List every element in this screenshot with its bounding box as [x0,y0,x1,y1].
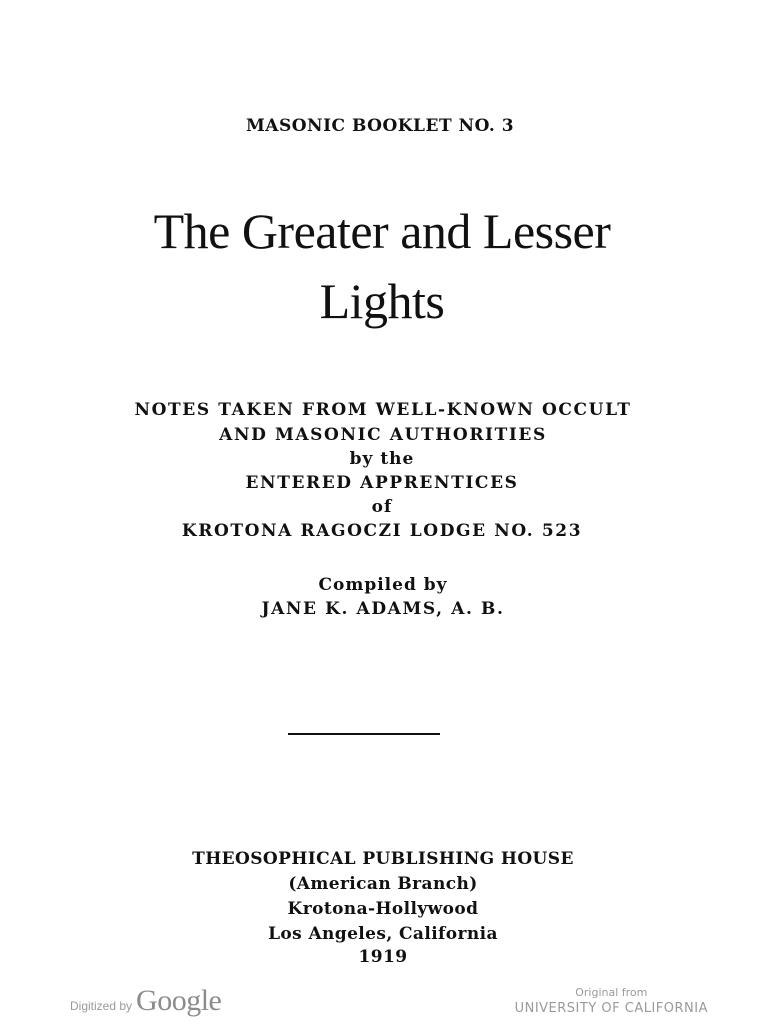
publisher-line: THEOSOPHICAL PUBLISHING HOUSE [192,849,574,869]
book-title-line-2: Lights [319,273,445,329]
notes-line: of [371,497,393,517]
digitized-by-label: Digitized by [70,999,133,1013]
notes-line: AND MASONIC AUTHORITIES [219,425,547,445]
divider-rule [288,733,440,735]
notes-line: NOTES TAKEN FROM WELL-KNOWN OCCULT [134,400,632,420]
institution-name: UNIVERSITY OF CALIFORNIA [514,1001,708,1016]
publisher-line: (American Branch) [288,874,478,894]
notes-line: KROTONA RAGOCZI LODGE NO. 523 [181,521,583,541]
publisher-line: Los Angeles, California [268,924,498,944]
author-name: JANE K. ADAMS, A. B. [261,599,505,619]
digitized-by-watermark [70,984,221,1018]
publisher-line: Krotona-Hollywood [287,899,479,919]
google-logo: Google [136,984,222,1017]
notes-line: by the [349,449,415,469]
book-title-line-1: The Greater and Lesser [153,203,611,259]
notes-line: ENTERED APPRENTICES [245,473,519,493]
original-from-label: Original from [575,986,648,999]
publication-year: 1919 [358,947,408,967]
original-from-watermark [515,986,708,1018]
compiled-by-label: Compiled by [318,575,448,595]
series-label: MASONIC BOOKLET NO. 3 [245,116,515,136]
